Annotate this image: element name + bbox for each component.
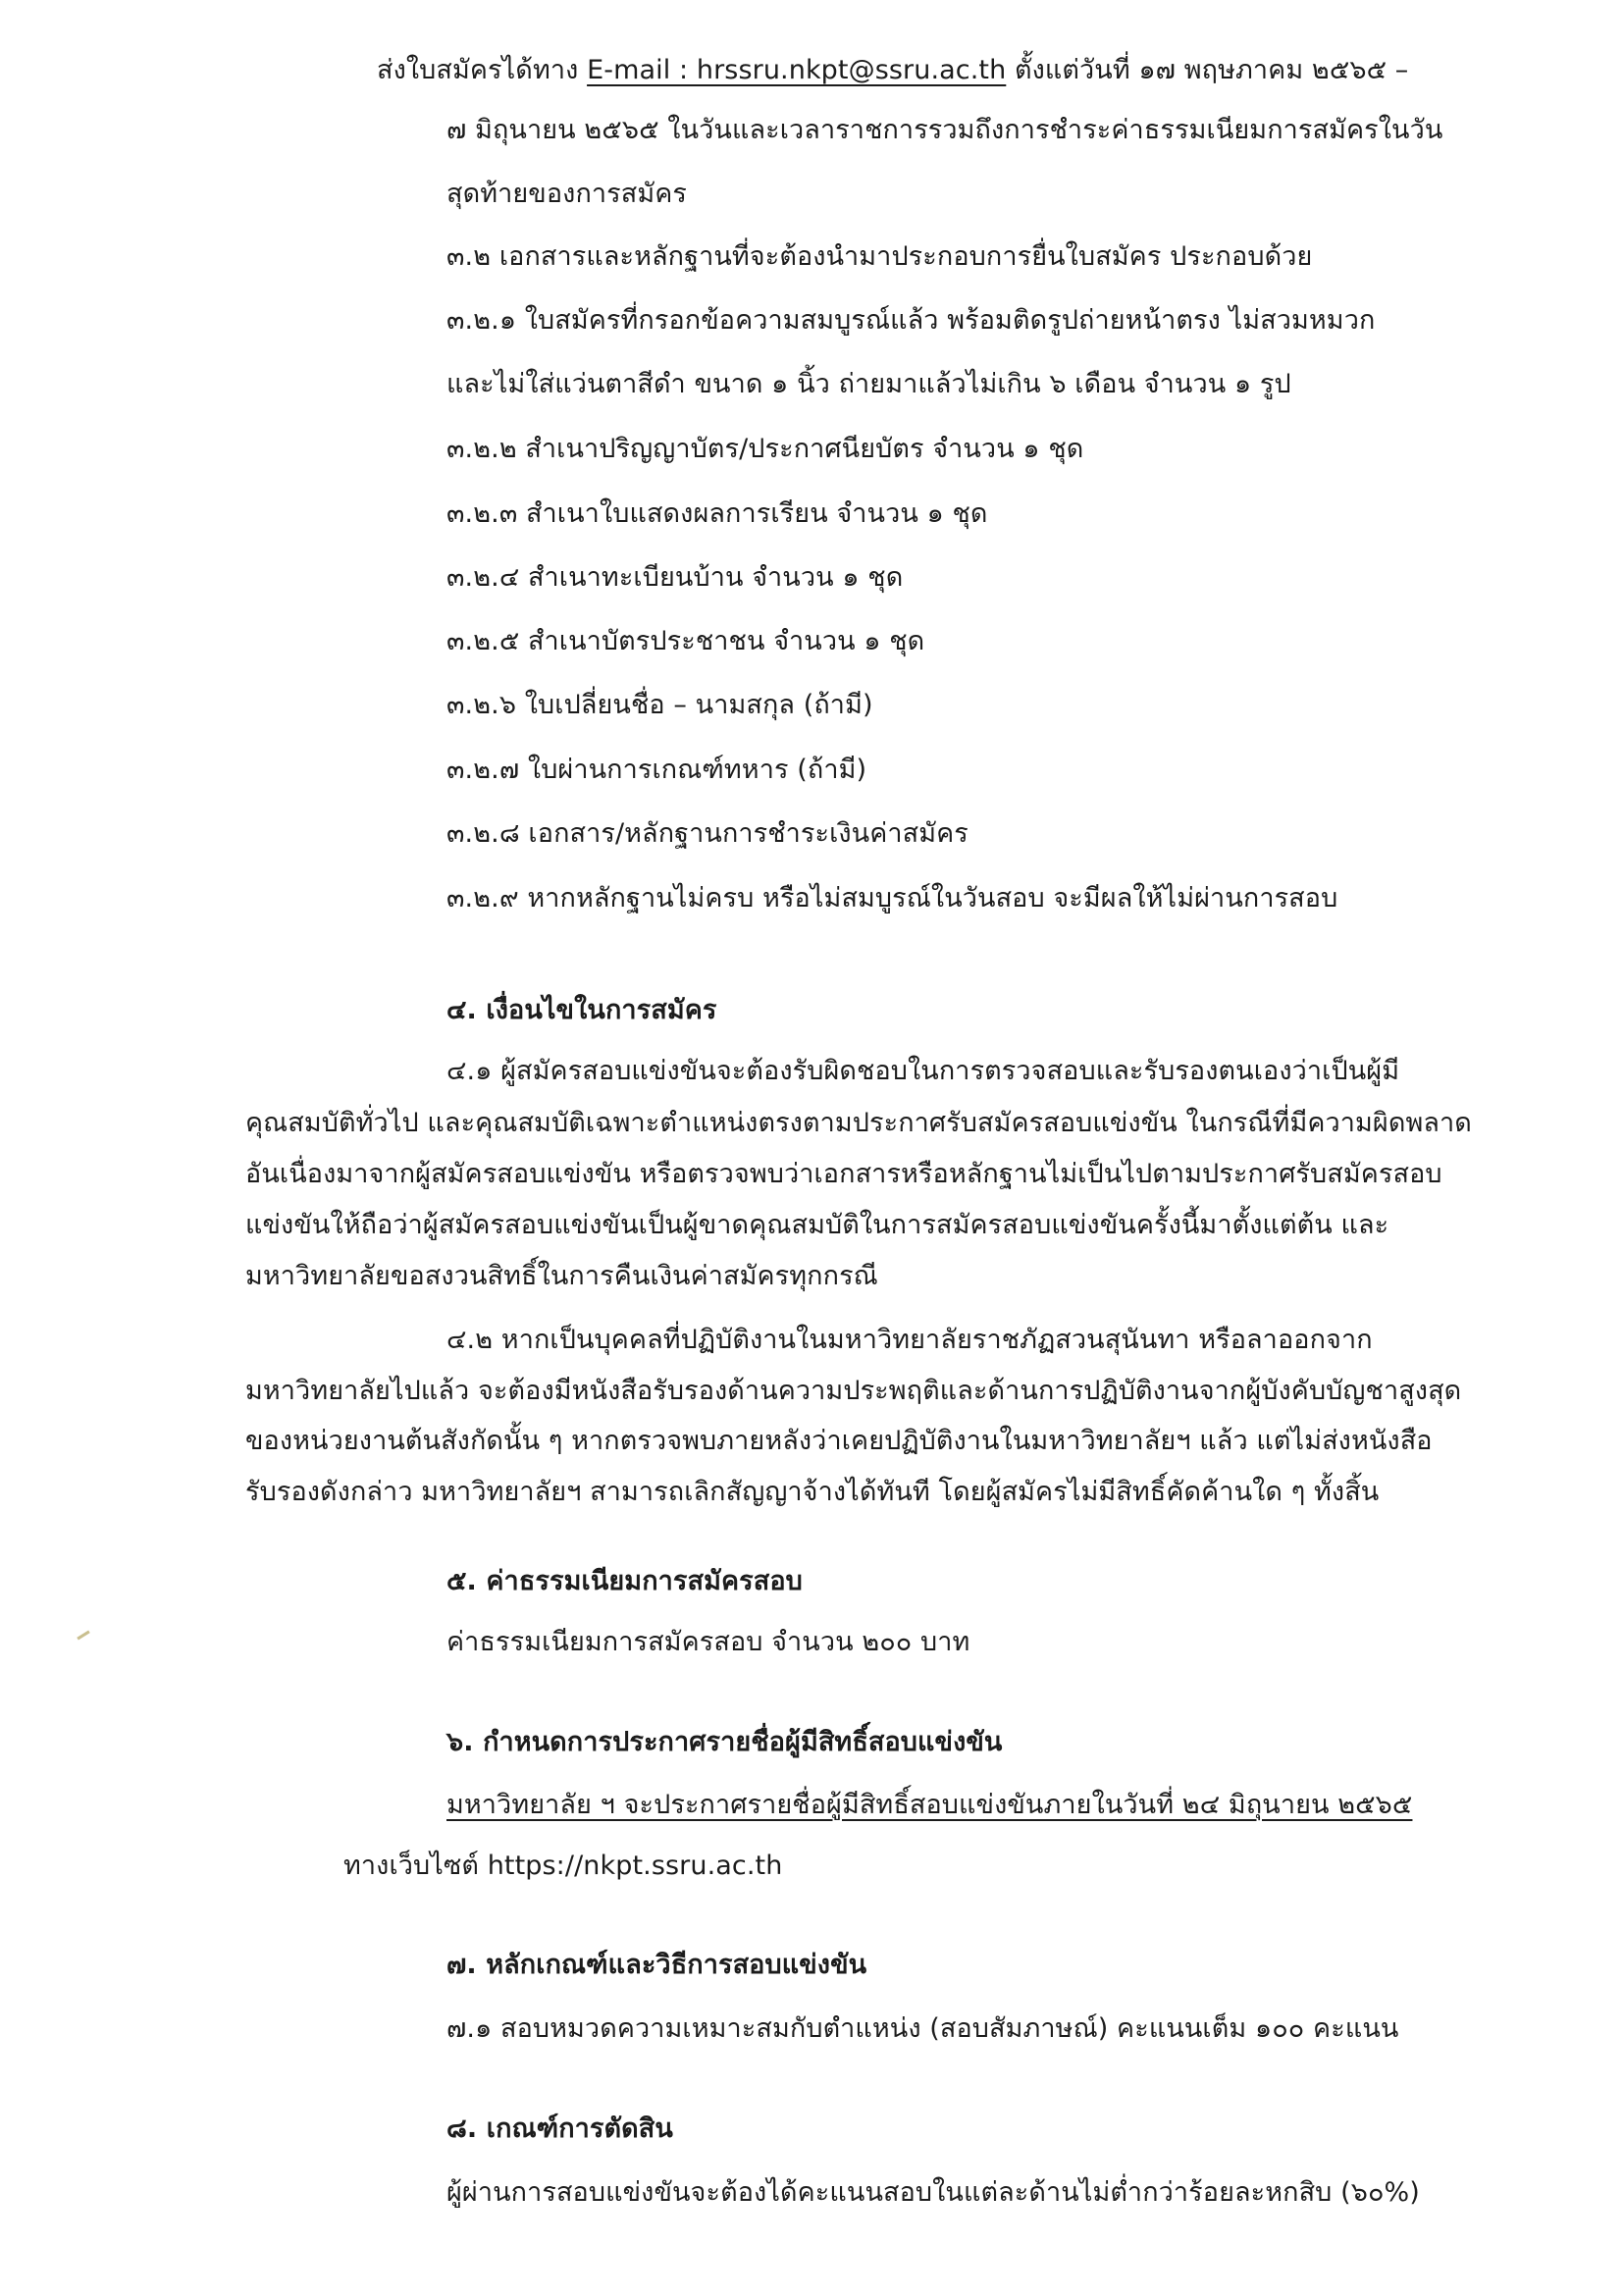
scan-mark [77,1631,89,1641]
document-item-8: ๓.๒.๘ เอกสาร/หลักฐานการชำระเงินค่าสมัคร [446,818,969,849]
document-item-7: ๓.๒.๗ ใบผ่านการเกณฑ์ทหาร (ถ้ามี) [446,755,867,785]
section-4-2-line-2: มหาวิทยาลัยไปแล้ว จะต้องมีหนังสือรับรองด้านความประพฤติและด้านการปฏิบัติงานจากผู้บังคับบัญชาสูงสุด [245,1376,1462,1406]
section-7-heading: ๗. หลักเกณฑ์และวิธีการสอบแข่งขัน [446,1950,867,1980]
apply-period-line: ๗ มิถุนายน ๒๕๖๕ ในวันและเวลาราชการรวมถึงการชำระค่าธรรมเนียมการสมัครในวัน [446,115,1443,145]
document-item-1a: ๓.๒.๑ ใบสมัครที่กรอกข้อความสมบูรณ์แล้ว พร้อมติดรูปถ่ายหน้าตรง ไม่สวมหมวก [446,305,1376,336]
document-item-3: ๓.๒.๓ สำเนาใบแสดงผลการเรียน จำนวน ๑ ชุด [446,498,988,529]
section-5-heading: ๕. ค่าธรรมเนียมการสมัครสอบ [446,1566,803,1596]
section-6-body-line-1: มหาวิทยาลัย ฯ จะประกาศรายชื่อผู้มีสิทธิ์สอบแข่งขันภายในวันที่ ๒๔ มิถุนายน ๒๕๖๕ [446,1790,1413,1820]
document-item-9: ๓.๒.๙ หากหลักฐานไม่ครบ หรือไม่สมบูรณ์ในวันสอบ จะมีผลให้ไม่ผ่านการสอบ [446,883,1338,913]
document-item-5: ๓.๒.๕ สำเนาบัตรประชาชน จำนวน ๑ ชุด [446,626,925,656]
section-4-1-line-5: มหาวิทยาลัยขอสงวนสิทธิ์ในการคืนเงินค่าสมัครทุกกรณี [245,1261,878,1291]
apply-channel-text: ส่งใบสมัครได้ทาง [377,55,588,85]
document-item-4: ๓.๒.๔ สำเนาทะเบียนบ้าน จำนวน ๑ ชุด [446,562,904,593]
section-4-2-line-3: ของหน่วยงานต้นสังกัดนั้น ๆ หากตรวจพบภายหลังว่าเคยปฏิบัติงานในมหาวิทยาลัยฯ แล้ว แต่ไม่ส่งหนังสือ [245,1426,1433,1456]
apply-deadline-line: สุดท้ายของการสมัคร [446,179,688,209]
section-4-1-line-2: คุณสมบัติทั่วไป และคุณสมบัติเฉพาะตำแหน่งตรงตามประกาศรับสมัครสอบแข่งขัน ในกรณีที่มีความผิดพลาด [245,1108,1472,1138]
apply-period-text: ตั้งแต่วันที่ ๑๗ พฤษภาคม ๒๕๖๕ – [1006,55,1409,85]
section-6-heading: ๖. กำหนดการประกาศรายชื่อผู้มีสิทธิ์สอบแข่งขัน [446,1727,1003,1757]
document-item-2: ๓.๒.๒ สำเนาปริญญาบัตร/ประกาศนียบัตร จำนวน ๑ ชุด [446,434,1084,464]
section-4-1-line-1: ๔.๑ ผู้สมัครสอบแข่งขันจะต้องรับผิดชอบในการตรวจสอบและรับรองตนเองว่าเป็นผู้มี [446,1056,1400,1086]
apply-email-link[interactable]: E-mail : hrssru.nkpt@ssru.ac.th [587,55,1007,85]
documents-title: ๓.๒ เอกสารและหลักฐานที่จะต้องนำมาประกอบการยื่นใบสมัคร ประกอบด้วย [446,241,1313,272]
section-5-body: ค่าธรรมเนียมการสมัครสอบ จำนวน ๒๐๐ บาท [446,1627,970,1657]
section-4-2-line-1: ๔.๒ หากเป็นบุคคลที่ปฏิบัติงานในมหาวิทยาลัยราชภัฏสวนสุนันทา หรือลาออกจาก [446,1325,1373,1355]
apply-channel-line [377,53,1408,88]
section-7-body: ๗.๑ สอบหมวดความเหมาะสมกับตำแหน่ง (สอบสัมภาษณ์) คะแนนเต็ม ๑๐๐ คะแนน [446,2013,1399,2044]
section-4-heading: ๔. เงื่อนไขในการสมัคร [446,995,717,1025]
document-item-1b: และไม่ใส่แว่นตาสีดำ ขนาด ๑ นิ้ว ถ่ายมาแล้วไม่เกิน ๖ เดือน จำนวน ๑ รูป [446,369,1291,399]
section-6-website[interactable]: ทางเว็บไซต์ https://nkpt.ssru.ac.th [343,1851,783,1881]
section-8-heading: ๘. เกณฑ์การตัดสิน [446,2113,673,2144]
section-4-2-line-4: รับรองดังกล่าว มหาวิทยาลัยฯ สามารถเลิกสัญญาจ้างได้ทันที โดยผู้สมัครไม่มีสิทธิ์คัดค้านใด ๆ ทั้งสิ้น [245,1477,1380,1507]
section-4-1-line-3: อันเนื่องมาจากผู้สมัครสอบแข่งขัน หรือตรวจพบว่าเอกสารหรือหลักฐานไม่เป็นไปตามประกาศรับสมัครสอบ [245,1159,1442,1189]
section-4-1-line-4: แข่งขันให้ถือว่าผู้สมัครสอบแข่งขันเป็นผู้ขาดคุณสมบัติในการสมัครสอบแข่งขันครั้งนี้มาตั้งแต่ต้น และ [245,1210,1389,1240]
section-8-body: ผู้ผ่านการสอบแข่งขันจะต้องได้คะแนนสอบในแต่ละด้านไม่ต่ำกว่าร้อยละหกสิบ (๖๐%) [446,2177,1420,2208]
document-item-6: ๓.๒.๖ ใบเปลี่ยนชื่อ – นามสกุล (ถ้ามี) [446,690,873,720]
